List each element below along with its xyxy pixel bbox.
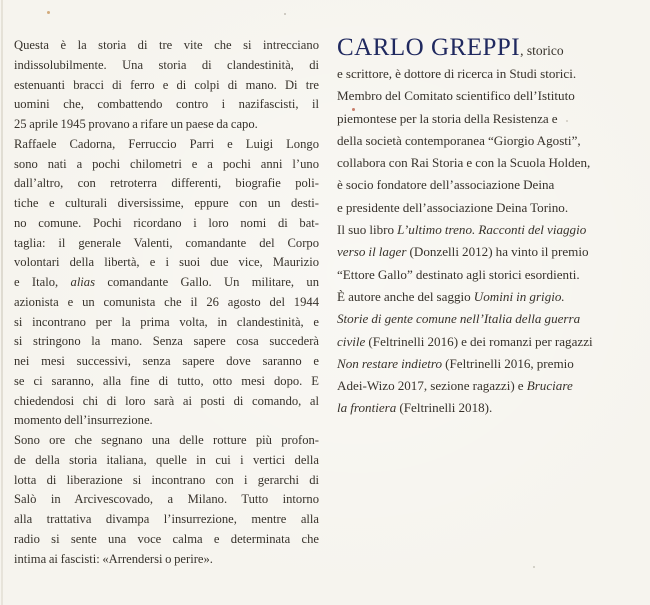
text-line: momento dell’insurrezione. xyxy=(14,413,153,428)
author-bio-text xyxy=(337,63,643,420)
text-line: nei mesi successivi, senza sapere dove saranno e xyxy=(14,354,319,368)
text-line: lotta di liberazione si incontrano con i gerarchi di xyxy=(14,472,319,487)
scan-speck xyxy=(47,11,50,14)
text-line: chiedendosi chi di loro sarà ai posti di comando, al xyxy=(14,393,319,408)
author-role: , storico xyxy=(520,43,564,58)
author-bio-column xyxy=(337,32,643,420)
author-heading-line xyxy=(337,32,643,63)
synopsis-column xyxy=(14,36,319,569)
text-line: verso il lager (Donzelli 2012) ha vinto il premio xyxy=(337,244,589,260)
text-line: Questa è la storia di tre vite che si intrecciano xyxy=(14,38,319,52)
text-line: indissolubilmente. Una storia di clandestinità, di xyxy=(14,57,319,72)
text-line: sono nati a pochi chilometri e a pochi anni l’uno xyxy=(14,156,319,171)
text-line: Il suo libro L’ultimo treno. Racconti del viaggio xyxy=(337,222,587,238)
text-line: volontari della libertà, e i suoi due vice, Maurizio xyxy=(14,255,319,270)
text-line: e presidente dell’associazione Deina Torino. xyxy=(337,199,569,215)
text-line: alla trattativa divampa l’insurrezione, mentre alla xyxy=(14,512,319,526)
scan-speck xyxy=(533,566,535,568)
text-line: e scrittore, è dottore di ricerca in Studi storici. xyxy=(337,66,577,81)
text-line: Storie di gente comune nell’Italia della guerra xyxy=(337,311,581,327)
text-line: tiche e culturali diversissime, eppure con un desti- xyxy=(14,196,319,210)
page-edge-shadow xyxy=(1,0,3,605)
text-line: è socio fondatore dell’associazione Deina xyxy=(337,177,555,193)
text-line: piemontese per la storia della Resistenza e xyxy=(337,110,558,126)
text-line: e Italo, alias comandante Gallo. Un militare, un xyxy=(14,275,319,289)
text-line: collabora con Rai Storia e con la Scuola Holden, xyxy=(337,155,591,171)
text-line: uomini che, combattendo contro i nazifascisti, il xyxy=(14,97,319,112)
text-line: si incontrano per la prima volta, in clandestinità, e xyxy=(14,314,319,329)
author-name: CARLO GREPPI xyxy=(337,34,521,61)
text-line: Non restare indietro (Feltrinelli 2016, premio xyxy=(337,355,574,371)
text-line: Adei-Wizo 2017, sezione ragazzi) e Bruciare xyxy=(337,378,573,394)
scan-speck xyxy=(284,13,286,15)
text-line: della società contemporanea “Giorgio Agosti”, xyxy=(337,132,581,148)
text-line: estenuanti bracci di ferro e di colpi di mano. Di tre xyxy=(14,77,319,92)
text-line: Raffaele Cadorna, Ferruccio Parri e Luigi Longo xyxy=(14,136,319,151)
text-line: taglia: il generale Valenti, comandante del Corpo xyxy=(14,235,319,250)
text-line: de della storia italiana, quelle in cui i vertici della xyxy=(14,452,319,467)
text-line: se ci saranno, alla fine di tutto, otto mesi dopo. E xyxy=(14,373,319,388)
text-line: intima ai fascisti: «Arrendersi o perire». xyxy=(14,551,213,566)
text-line: si stringono la mano. Senza sapere cosa succederà xyxy=(14,334,319,349)
text-line: dall’altro, con retroterra differenti, biografie poli- xyxy=(14,176,319,191)
text-line: civile (Feltrinelli 2016) e dei romanzi per ragazzi xyxy=(337,333,593,349)
text-line: 25 aprile 1945 provano a rifare un paese da capo. xyxy=(14,117,258,131)
text-line: Salò in Arcivescovado, a Milano. Tutto intorno xyxy=(14,492,319,507)
text-line: “Ettore Gallo” destinato agli storici esordienti. xyxy=(337,266,580,282)
text-line: È autore anche del saggio Uomini in grigio. xyxy=(337,288,565,304)
text-line: no comune. Pochi ricordano i loro nomi di bat- xyxy=(14,215,319,230)
text-line: la frontiera (Feltrinelli 2018). xyxy=(337,400,493,416)
text-line: radio si sente una voce calma e determinata che xyxy=(14,531,319,546)
text-line: Membro del Comitato scientifico dell’Istituto xyxy=(337,88,575,104)
text-line: Sono ore che segnano una delle rotture più profon- xyxy=(14,433,319,447)
text-line: azionista e un comunista che il 26 agosto del 1944 xyxy=(14,294,319,309)
